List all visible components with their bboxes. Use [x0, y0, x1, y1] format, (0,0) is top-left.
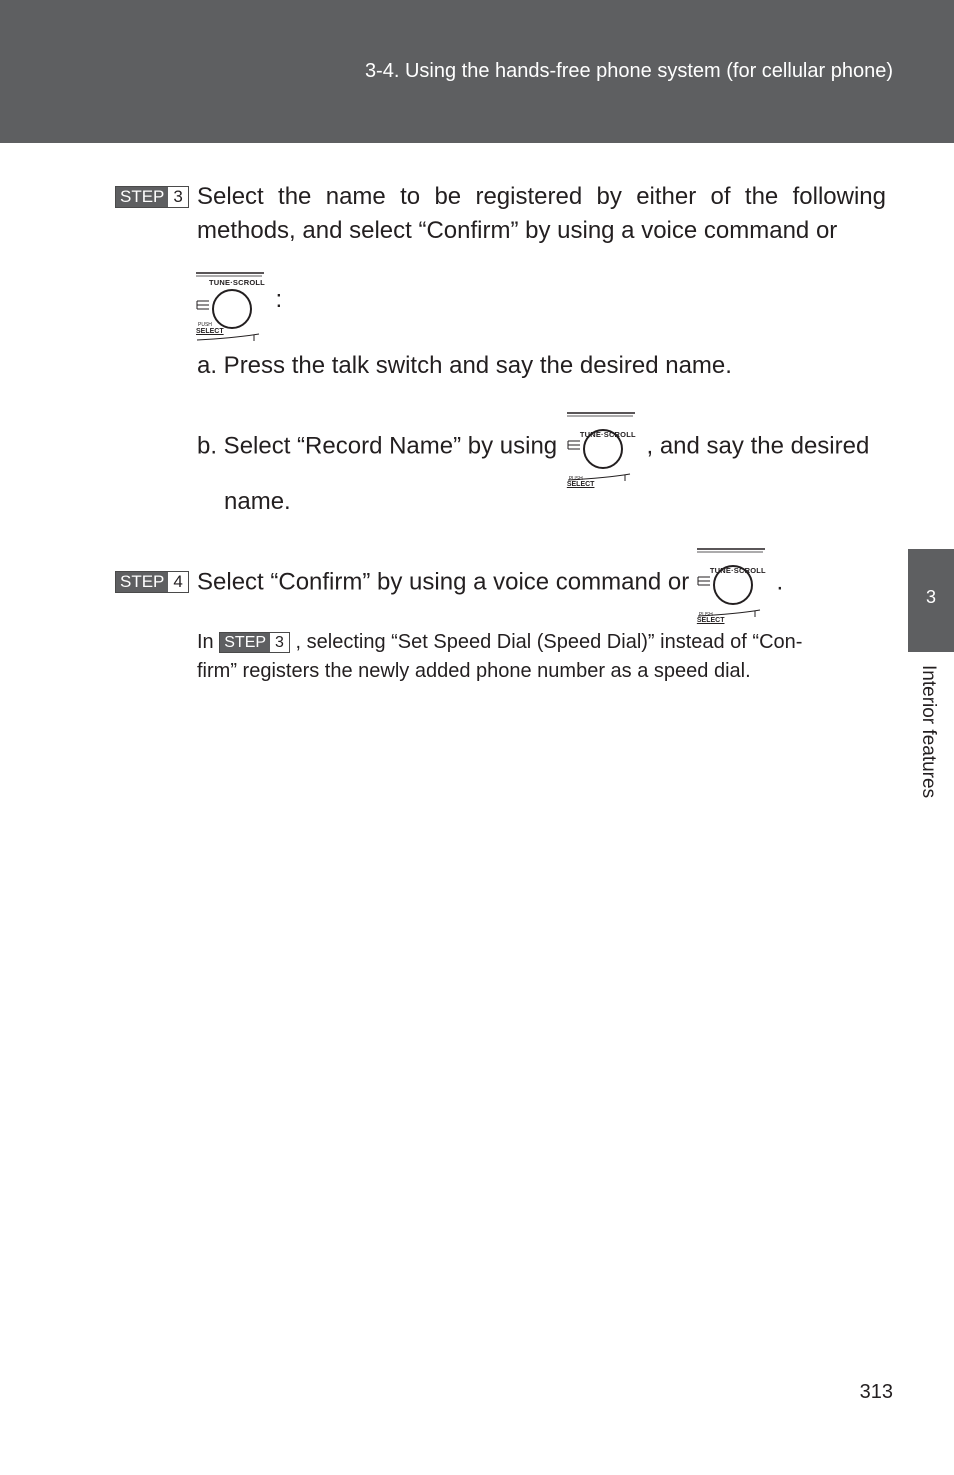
step-number: 3 — [168, 187, 187, 207]
section-title: 3-4. Using the hands-free phone system (for cellular phone) — [364, 60, 893, 82]
colon: : — [275, 286, 283, 314]
step-3-knob-row — [195, 271, 282, 343]
option-b-text-2: , and say the desired — [646, 432, 870, 460]
chapter-number: 3 — [925, 587, 936, 607]
note-prefix: In — [197, 631, 214, 653]
step-word: STEP — [220, 633, 270, 652]
step-4-label: Select “Confirm” by using a voice command or — [197, 568, 690, 596]
step-word: STEP — [116, 572, 168, 592]
chapter-tab — [908, 549, 954, 652]
note-line-2: firm” registers the newly added phone number as a speed dial. — [197, 660, 751, 682]
page-header — [0, 0, 954, 143]
option-a: a. Press the talk switch and say the desired name. — [197, 352, 732, 379]
note-line-1: , selecting “Set Speed Dial (Speed Dial)” instead of “Con- — [295, 631, 803, 653]
step-4-text — [197, 547, 784, 624]
chapter-label: Interior features — [918, 665, 939, 799]
step-word: STEP — [116, 187, 168, 207]
step-number: 3 — [270, 633, 289, 652]
step-3-badge — [115, 186, 189, 208]
option-b — [197, 411, 886, 488]
note-step-3-badge — [219, 632, 290, 653]
tune-scroll-knob-icon: TUNE·SCROLL PUSH SELECT — [195, 271, 267, 343]
tune-scroll-knob-icon: TUNE·SCROLL PUSH SELECT — [696, 566, 766, 624]
step-number: 4 — [168, 572, 187, 592]
tune-scroll-knob-icon: TUNE·SCROLL PUSH SELECT — [566, 430, 636, 488]
step-4-period: . — [776, 568, 784, 596]
step-3-text: Select the name to be registered by either of the following methods, and select “Confirm” by using a voice command or — [197, 183, 886, 244]
note-paragraph — [197, 628, 886, 686]
option-b-text-3: name. — [224, 488, 291, 515]
page-number: 313 — [859, 1381, 893, 1403]
step-4-badge — [115, 571, 189, 593]
option-b-text-1: b. Select “Record Name” by using — [197, 432, 558, 460]
